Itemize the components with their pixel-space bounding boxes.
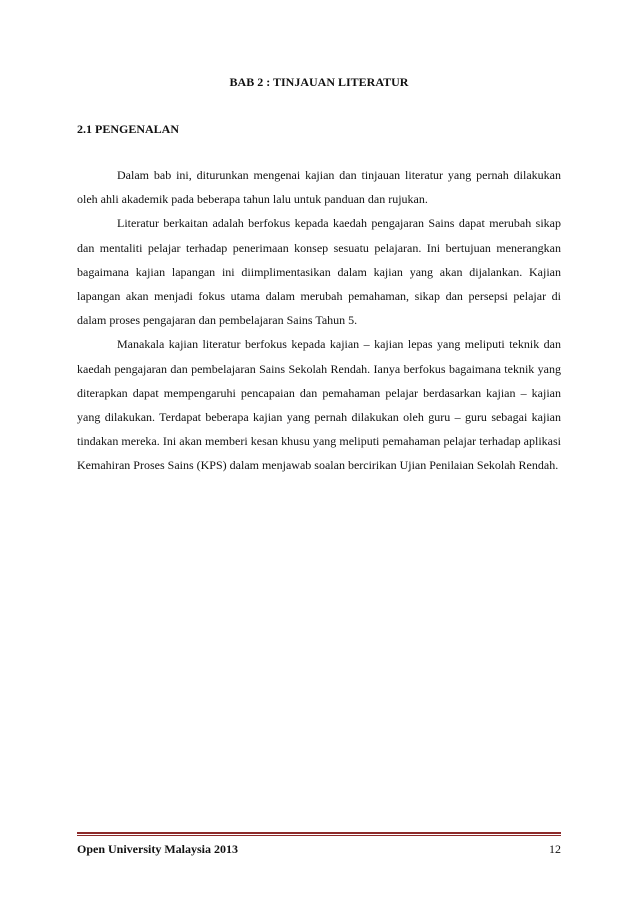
page-number: 12 — [549, 842, 561, 856]
paragraph: Manakala kajian literatur berfokus kepada kajian – kajian lepas yang meliputi teknik dan kaedah pengajaran dan pembelajaran Sains Sekolah Rendah. Ianya berfokus bagaimana teknik yang diterapkan dapat mempengaruhi pencapaian dan pemahaman pelajar berdasarkan kajian – kajian yang dilakukan. Terdapat beberapa kajian yang pernah dilakukan oleh guru – guru sebagai kajian tindakan mereka. Ini akan memberi kesan khusu yang meliputi pemahaman pelajar terhadap aplikasi Kemahiran Proses Sains (KPS) dalam menjawab soalan bercirikan Ujian Penilaian Sekolah Rendah. — [77, 337, 561, 473]
paragraph: Dalam bab ini, diturunkan mengenai kajian dan tinjauan literatur yang pernah dilakukan oleh ahli akademik pada beberapa tahun lalu untuk panduan dan rujukan. — [77, 168, 561, 207]
footer-divider-thin — [77, 835, 561, 836]
footer-divider — [77, 832, 561, 834]
chapter-title: BAB 2 : TINJAUAN LITERATUR — [229, 75, 409, 89]
footer-publisher: Open University Malaysia 2013 — [77, 842, 238, 856]
section-heading: 2.1 PENGENALAN — [77, 122, 180, 136]
paragraph: Literatur berkaitan adalah berfokus kepada kaedah pengajaran Sains dapat merubah sikap dan mentaliti pelajar terhadap penerimaan konsep sesuatu pelajaran. Ini bertujuan menerangkan bagaimana kajian lapangan ini diimplimentasikan dalam kajian yang akan dijalankan. Kajian lapangan akan menjadi fokus utama dalam merubah pemahaman, sikap dan persepsi pelajar di dalam proses pengajaran dan pembelajaran Sains Tahun 5. — [77, 216, 561, 328]
body-text — [77, 163, 561, 478]
